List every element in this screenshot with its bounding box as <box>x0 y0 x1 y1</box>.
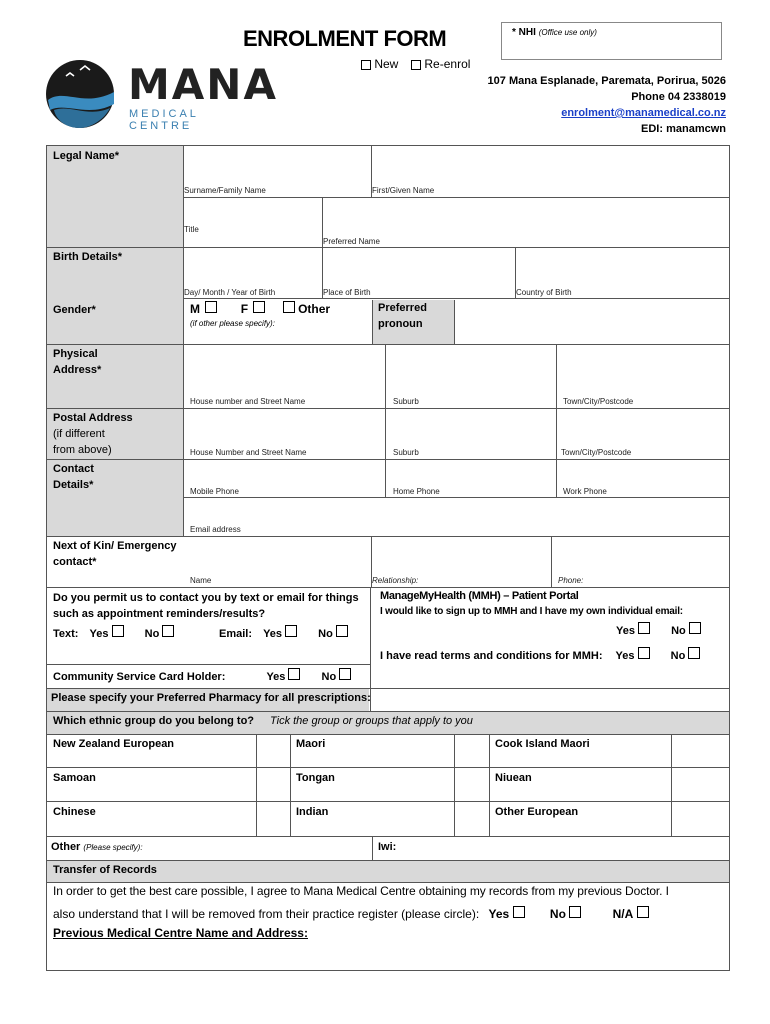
mmh-terms-yes-label: Yes <box>615 650 635 662</box>
ethnic-label-tongan: Tongan <box>296 772 335 784</box>
clinic-address: 107 Mana Esplanade, Paremata, Porirua, 5026 <box>487 75 726 87</box>
enrolment-type-options <box>361 57 470 71</box>
nhi-label: * NHI <box>512 27 536 38</box>
email-caption: Email address <box>190 525 241 534</box>
ethnic-tick-nz-european[interactable] <box>257 735 290 767</box>
first-name-caption: First/Given Name <box>372 186 435 195</box>
transfer-yes-label: Yes <box>488 907 510 921</box>
transfer-text-line1: In order to get the best care possible, I agree to Mana Medical Centre obtaining my records from my previous Doctor. I <box>53 884 669 898</box>
label-column-top <box>47 146 183 300</box>
mmh-signup-yes-label: Yes <box>616 625 635 637</box>
csc-label: Community Service Card Holder: <box>53 671 226 683</box>
postal-suburb-caption: Suburb <box>393 448 419 457</box>
permit-email-yes-label: Yes <box>263 628 283 640</box>
ethnic-other-note: (Please specify): <box>83 843 143 852</box>
ethnic-tick-cook-island-maori[interactable] <box>672 735 729 767</box>
ethnic-hint: Tick the group or groups that apply to you <box>270 715 473 727</box>
kin-name-caption: Name <box>190 576 212 585</box>
csc-yes-checkbox[interactable] <box>288 668 300 680</box>
mmh-signup-question: I would like to sign up to MMH and I have my own individual email: <box>380 606 683 617</box>
ethnic-label-other-european: Other European <box>495 806 579 818</box>
permit-text-no-label: No <box>144 628 160 640</box>
ethnic-label-samoan: Samoan <box>53 772 96 784</box>
mmh-title: ManageMyHealth (MMH) – Patient Portal <box>380 590 579 602</box>
permit-question-line2: such as appointment reminders/results? <box>53 608 266 620</box>
postal-town-caption: Town/City/Postcode <box>561 448 632 457</box>
clinic-email-link[interactable]: enrolment@manamedical.co.nz <box>561 107 726 119</box>
postal-label-line1: Postal Address <box>53 412 133 424</box>
mmh-signup-yes-checkbox[interactable] <box>638 622 650 634</box>
permit-email-no-label: No <box>318 628 333 640</box>
physical-street-caption: House number and Street Name <box>190 397 306 406</box>
gender-options <box>190 301 330 316</box>
ethnic-other-label: Other <box>51 841 81 853</box>
gender-m-checkbox[interactable] <box>205 301 217 313</box>
permit-text-no-checkbox[interactable] <box>162 625 174 637</box>
transfer-na-label: N/A <box>612 907 634 921</box>
csc-yes-label: Yes <box>266 671 286 683</box>
ethnic-tick-niuean[interactable] <box>672 768 729 801</box>
gender-f-label: F <box>240 302 249 316</box>
ethnic-question: Which ethnic group do you belong to? <box>53 715 255 727</box>
transfer-no-label: No <box>549 907 566 921</box>
iwi-field[interactable] <box>378 841 728 853</box>
mmh-signup-no-checkbox[interactable] <box>689 622 701 634</box>
physical-town-caption: Town/City/Postcode <box>563 397 634 406</box>
transfer-text-line2: also understand that I will be removed from their practice register (please circle): <box>53 907 480 921</box>
postal-label-line3: from above) <box>53 444 112 456</box>
ethnic-tick-tongan[interactable] <box>455 768 489 801</box>
transfer-label: Transfer of Records <box>53 864 157 876</box>
preferred-name-caption: Preferred Name <box>323 237 380 246</box>
permit-text-row <box>53 625 174 640</box>
permit-question <box>53 590 359 622</box>
country-caption: Country of Birth <box>516 288 572 297</box>
new-label: New <box>374 57 399 71</box>
next-of-kin-label: Next of Kin/ Emergency contact* <box>53 540 177 568</box>
permit-question-line1: Do you permit us to contact you by text or email for things <box>53 592 359 604</box>
kin-phone-caption: Phone: <box>558 576 584 585</box>
clinic-edi: EDI: manamcwn <box>641 123 726 135</box>
preferred-name-field[interactable] <box>323 198 729 247</box>
csc-row <box>53 668 368 683</box>
ethnic-label-nz-european: New Zealand European <box>53 738 175 750</box>
contact-block <box>426 73 726 137</box>
transfer-na-checkbox[interactable] <box>637 906 649 918</box>
title-caption: Title <box>184 225 199 234</box>
reenrol-checkbox[interactable] <box>411 60 421 70</box>
iwi-label: Iwi: <box>378 841 397 853</box>
ethnic-tick-indian[interactable] <box>455 802 489 836</box>
gender-other-checkbox[interactable] <box>283 301 295 313</box>
previous-medical-centre-label: Previous Medical Centre Name and Address: <box>53 926 308 940</box>
pronoun-field[interactable] <box>455 301 729 344</box>
permit-email-yes-checkbox[interactable] <box>285 625 297 637</box>
preferred-pronoun-label: Preferred pronoun <box>378 302 427 330</box>
place-caption: Place of Birth <box>323 288 371 297</box>
title-field[interactable] <box>184 198 322 247</box>
csc-no-checkbox[interactable] <box>339 668 351 680</box>
ethnic-tick-samoan[interactable] <box>257 768 290 801</box>
postal-address-label <box>53 410 133 458</box>
legal-name-label: Legal Name* <box>53 150 120 162</box>
ethnic-other-field[interactable] <box>51 841 369 853</box>
transfer-text-line2-row <box>53 906 649 921</box>
kin-relationship-caption: Relationship: <box>372 576 419 585</box>
gender-label: Gender* <box>53 304 96 316</box>
permit-email-row <box>219 625 348 640</box>
ethnic-label-maori: Maori <box>296 738 326 750</box>
reenrol-label: Re-enrol <box>424 57 471 71</box>
surname-caption: Surname/Family Name <box>184 186 266 195</box>
mmh-terms-yes-checkbox[interactable] <box>638 647 650 659</box>
form-title: ENROLMENT FORM <box>243 26 447 51</box>
mmh-terms-row <box>380 647 700 662</box>
logo-emblem-icon <box>44 58 118 132</box>
ethnic-label-indian: Indian <box>296 806 329 818</box>
permit-email-label: Email: <box>219 628 253 640</box>
work-caption: Work Phone <box>563 487 607 496</box>
ethnic-label-niuean: Niuean <box>495 772 532 784</box>
transfer-yes-checkbox[interactable] <box>513 906 525 918</box>
physical-suburb-caption: Suburb <box>393 397 419 406</box>
mana-logo <box>44 58 278 132</box>
home-caption: Home Phone <box>393 487 440 496</box>
dob-caption: Day/ Month / Year of Birth <box>184 288 276 297</box>
clinic-phone: Phone 04 2338019 <box>631 91 726 103</box>
permit-text-label: Text: <box>53 628 79 640</box>
ethnic-tick-maori[interactable] <box>455 735 489 767</box>
permit-email-no-checkbox[interactable] <box>336 625 348 637</box>
new-checkbox[interactable] <box>361 60 371 70</box>
mmh-signup-options <box>616 622 701 637</box>
email-field[interactable] <box>184 498 729 536</box>
contact-details-label: Contact Details* <box>53 463 94 491</box>
transfer-no-checkbox[interactable] <box>569 906 581 918</box>
permit-text-yes-label: Yes <box>89 628 109 640</box>
mmh-terms-no-label: No <box>670 650 686 662</box>
logo-name: MANA <box>128 60 278 109</box>
permit-text-yes-checkbox[interactable] <box>112 625 124 637</box>
gender-specify-note: (if other please specify): <box>190 319 275 328</box>
nhi-box[interactable] <box>501 22 722 60</box>
postal-street-caption: House Number and Street Name <box>190 448 307 457</box>
postal-label-line2: (if different <box>53 428 105 440</box>
pharmacy-label: Please specify your Preferred Pharmacy for all prescriptions: <box>51 692 371 704</box>
mmh-terms-question: I have read terms and conditions for MMH: <box>380 650 603 662</box>
pharmacy-field[interactable] <box>371 689 729 711</box>
previous-medical-centre-field[interactable] <box>47 942 729 970</box>
ethnic-tick-other-european[interactable] <box>672 802 729 836</box>
nhi-note: (Office use only) <box>538 28 597 37</box>
gender-f-checkbox[interactable] <box>253 301 265 313</box>
mmh-signup-no-label: No <box>671 625 686 637</box>
mmh-terms-no-checkbox[interactable] <box>688 647 700 659</box>
mobile-caption: Mobile Phone <box>190 487 239 496</box>
csc-no-label: No <box>321 671 337 683</box>
ethnic-label-chinese: Chinese <box>53 806 96 818</box>
gender-m-label: M <box>190 302 200 316</box>
gender-other-label: Other <box>298 302 331 316</box>
kin-name-field[interactable] <box>184 537 371 587</box>
birth-details-label: Birth Details* <box>53 251 123 263</box>
ethnic-label-cook-island-maori: Cook Island Maori <box>495 738 590 750</box>
ethnic-tick-chinese[interactable] <box>257 802 290 836</box>
logo-subtitle: MEDICAL CENTRE <box>129 108 199 132</box>
physical-address-label: Physical Address* <box>53 348 102 376</box>
